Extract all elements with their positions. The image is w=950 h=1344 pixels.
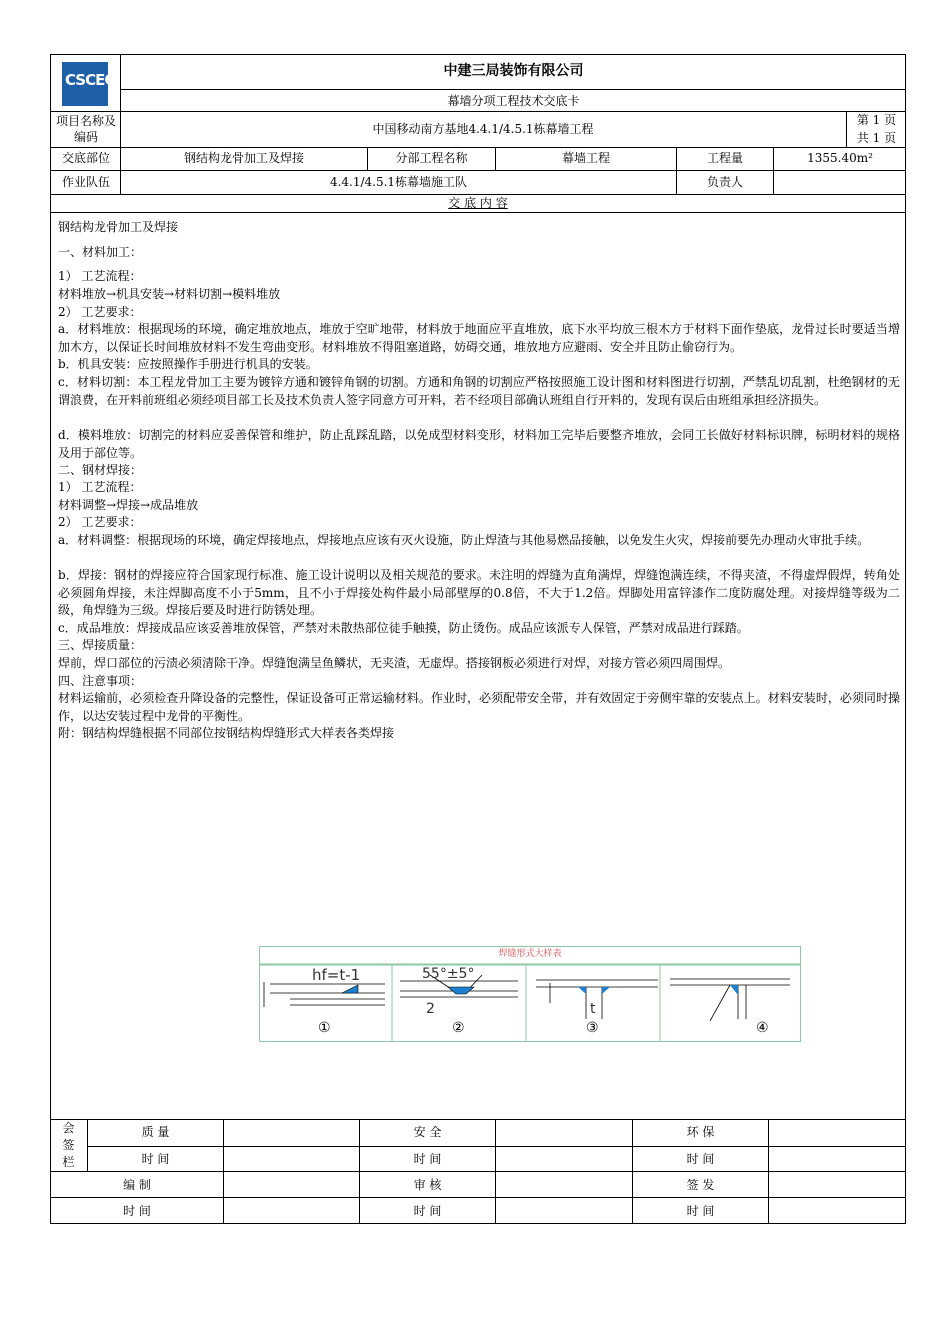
safety-label: 安 全 (413, 1125, 442, 1139)
sign-label-hui: 会 (62, 1121, 75, 1135)
form-title: 幕墙分项工程技术交底卡 (447, 94, 580, 108)
company-name: 中建三局装饰有限公司 (443, 63, 584, 79)
time-label: 时 间 (413, 1204, 442, 1218)
time-label: 时 间 (413, 1152, 442, 1166)
sub-label: 分部工程名称 (395, 151, 468, 165)
team-value: 4.4.1/4.5.1栋幕墙施工队 (329, 175, 468, 189)
content-line: a．材料堆放：根据现场的环境，确定堆放地点，堆放于空旷地带，材料放于地面应平直堆放，底下水平均放三根木方于材料下面作垫底，龙骨过长时要适当增加木方，以保证长时间堆放材料不发生弯曲变形。材料堆放不得阻塞道路，妨碍交通，堆放地方应避雨、安全并且防止偷窃行为。 (58, 322, 900, 354)
content-line: 2） 工艺要求： (58, 305, 142, 319)
content-line: 二、钢材焊接： (58, 463, 143, 477)
weld-label-1: hf=t-1 (312, 966, 361, 984)
owner-label: 负责人 (706, 175, 743, 189)
content-line: 材料运输前，必须检查升降设备的完整性，保证设备可正常运输材料。作业时，必须配带安全带，并有效固定于旁侧牢靠的安装点上。材料安装时，必须同时操作，以达安装过程中龙骨的平衡性。 (58, 691, 900, 723)
weld-label-2: 55°±5° (422, 966, 475, 982)
sub-value: 幕墙工程 (561, 151, 610, 165)
time-label: 时 间 (141, 1152, 170, 1166)
project-label: 项目名称及编码 (55, 114, 116, 144)
part-value: 钢结构龙骨加工及焊接 (183, 151, 304, 165)
part-label: 交底部位 (61, 151, 110, 165)
weld-number-4: ④ (756, 1020, 769, 1036)
time-label: 时 间 (686, 1204, 715, 1218)
quality-label: 质 量 (141, 1125, 170, 1139)
content-line: 1） 工艺流程： (58, 269, 142, 283)
content-line: a．材料调整：根据现场的环境，确定焊接地点，焊接地点应该有灭火设施，防止焊渣与其他易燃品接触，以免发生火灾，焊接前要先办理动火审批手续。 (58, 533, 870, 547)
content-line: c．材料切割：本工程龙骨加工主要为镀锌方通和镀锌角钢的切割。方通和角钢的切割应严格按照施工设计图和材料图进行切割，严禁乱切乱割，杜绝钢材的无谓浪费，在开料前班组必须经项目部工长及技术负责人签字同意方可开料，若不经项目部确认班组自行开料的，发现有误后由班组承担经济损失。 (58, 375, 900, 407)
content-line: 2） 工艺要求： (58, 515, 142, 529)
qty-value: 1355.40m² (807, 151, 873, 165)
env-label: 环 保 (686, 1125, 715, 1139)
content-line: b．焊接：钢材的焊接应符合国家现行标准、施工设计说明以及相关规范的要求。未注明的焊缝为直角满焊，焊缝饱满连续，不得夹渣，不得虚焊假焊，转角处必须圆角焊接，未注焊脚高度不小于5mm，且不小于焊接处构件最小局部壁厚的0.8倍，不大于1.2倍。焊脚处用富锌漆作二度防腐处理。对接焊缝等级为二级，角焊缝为三级。焊接后要及时进行防锈处理。 (58, 568, 900, 617)
content-line: 1） 工艺流程： (58, 480, 142, 494)
content-line: 三、焊接质量： (58, 638, 143, 652)
issue-label: 签 发 (686, 1178, 715, 1192)
qty-label: 工程量 (706, 151, 743, 165)
content-heading: 交 底 内 容 (448, 196, 508, 210)
project-name: 中国移动南方基地4.4.1/4.5.1栋幕墙工程 (372, 122, 594, 136)
weld-detail-table (259, 946, 801, 1042)
page-number: 第 1 页 (856, 113, 897, 127)
time-label: 时 间 (123, 1204, 151, 1218)
team-label: 作业队伍 (61, 175, 110, 189)
weld-label-4: t (590, 1001, 596, 1017)
content-line: 材料调整→焊接→成品堆放 (58, 498, 199, 512)
compile-label: 编 制 (123, 1178, 151, 1192)
sign-label-lan: 栏 (62, 1155, 75, 1169)
weld-number-3: ③ (586, 1020, 599, 1036)
content-line: 钢结构龙骨加工及焊接 (58, 220, 179, 234)
content-line: c．成品堆放：焊接成品应该妥善堆放保管，严禁对未散热部位徒手触摸，防止烫伤。成品应该派专人保管，严禁对成品进行踩踏。 (58, 621, 749, 635)
content-line: 材料堆放→机具安装→材料切割→模料堆放 (58, 287, 281, 301)
sign-label-qian: 签 (62, 1138, 75, 1152)
weld-table-title: 焊缝形式大样表 (498, 949, 562, 959)
content-line: b．机具安装：应按照操作手册进行机具的安装。 (58, 357, 318, 371)
content-line: d．模料堆放：切割完的材料应妥善保管和维护，防止乱踩乱踏，以免成型材料变形，材料加工完毕后要整齐堆放，会同工长做好材料标识牌，标明材料的规格及用于部位等。 (58, 428, 900, 460)
content-line: 四、注意事项： (58, 674, 143, 688)
weld-number-2: ② (452, 1020, 465, 1036)
company-logo: CSCEC (62, 62, 108, 106)
content-line: 附：钢结构焊缝根据不同部位按钢结构焊缝形式大样表各类焊接 (58, 726, 395, 740)
content-line: 焊前，焊口部位的污渍必须清除干净。焊缝饱满呈鱼鳞状，无夹渣，无虚焊。搭接钢板必须进行对焊，对接方管必须四周围焊。 (58, 656, 731, 670)
review-label: 审 核 (413, 1178, 442, 1192)
weld-number-1: ① (318, 1020, 331, 1036)
weld-label-3: 2 (426, 1001, 435, 1017)
content-line: 一、材料加工： (58, 245, 143, 259)
time-label: 时 间 (686, 1152, 715, 1166)
page-total: 共 1 页 (856, 131, 897, 145)
